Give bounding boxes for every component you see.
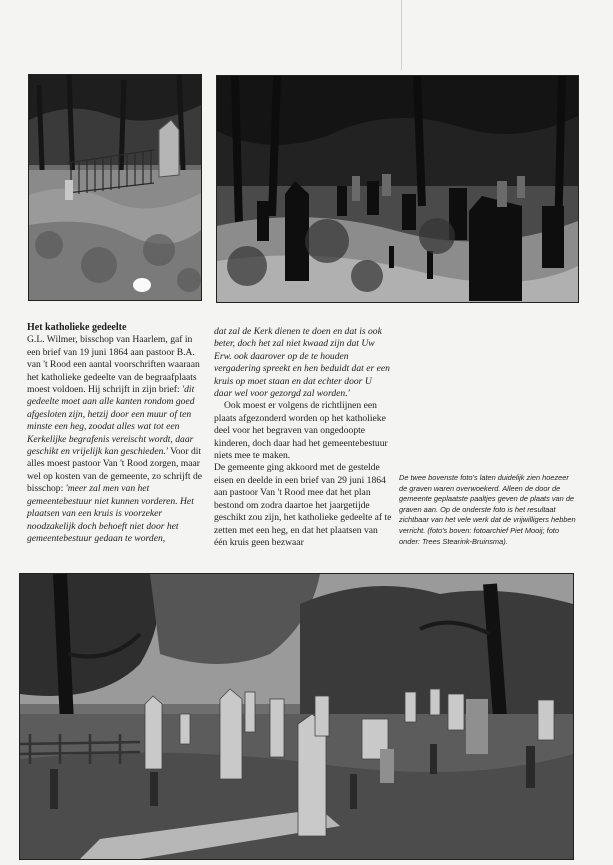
photo-caption: De twee bovenste foto's laten duidelijk zien hoezeer de graven waren overwoekerd. Alleen de door de gemeente geplaatste paaltjes geven de plaats van de graven aan. Op de onderste foto is het resultaat zichtbaar van het vele werk dat de vrijwilligers hebben verricht. (foto's boven: fotoarchief Piet Mooij; foto onder: Trees Stearink-Bruinsma). bbox=[399, 473, 576, 546]
article-column-left bbox=[27, 322, 207, 545]
bishop-quote: 'dit gedeelte moet aan alle kanten rondom goed afgesloten zijn, hetzij door een muur of ten minste een heg, zoodat alles wat tot een Kerkelijke begrafenis vereischt wordt, daar geschikt en vrijelijk kan geschieden.' bbox=[27, 384, 195, 458]
article-paragraph-1-continued bbox=[214, 326, 392, 400]
scan-smudge bbox=[133, 278, 151, 292]
article-paragraph-2: Ook moest er volgens de richtlijnen een plaats afgezonderd worden op het katholieke deel voor het begraven van ongedoopte kinderen, doch daar had het gemeentebestuur niets mee te maken. bbox=[214, 400, 388, 462]
scan-edge bbox=[401, 0, 402, 70]
photo-top-right bbox=[216, 75, 579, 303]
article-heading: Het katholieke gedeelte bbox=[27, 322, 127, 333]
article-column-middle bbox=[214, 326, 392, 549]
article-text: G.L. Wilmer, bisschop van Haarlem, gaf in een brief van 19 juni 1864 aan pastoor B.A. van 't Rood een aantal voorschriften waaraan het katholieke gedeelte van de begraafplaats moest voldoen. Hij schrijft in zijn brief: bbox=[27, 334, 200, 396]
photo-top-left bbox=[28, 74, 202, 301]
photo-bottom bbox=[19, 573, 574, 860]
photo-overgrown-fence-image bbox=[29, 75, 201, 300]
article-paragraph-3: De gemeente ging akkoord met de gestelde eisen en deelde in een brief van 29 juni 1864 aan pastoor Van 't Rood mee dat het plan bestond om zodra daartoe het jaargetijde geschikt zou zijn, het katholieke gedeelte af te zetten met een heg, en dat het plaatsen van één kruis geen bezwaar bbox=[214, 462, 392, 548]
bishop-quote-continued: dat zal de Kerk dienen te doen en dat is ook beter, doch het zal niet kwaad zijn dat Uw Erw. ook daarover op de te houden vergadering spreekt en hen beduidt dat er een kruis op moet staan en dat echter door U daar wel voor gezorgd zal worden.' bbox=[214, 326, 390, 400]
article-text: Voor dit alles moest pastoor Van 't Rood zorgen, maar wel op kosten van de gemeente, zo schrijft de bisschop: bbox=[27, 446, 203, 495]
photo-overgrown-headstones-image bbox=[217, 76, 578, 302]
photo-restored-cemetery-image bbox=[20, 574, 573, 859]
article-paragraph-1 bbox=[27, 334, 207, 545]
bishop-quote: 'meer zal men van het gemeentebestuur niet kunnen vorderen. Het plaatsen van een kruis is voorzeker noodzakelijk doch behoeft niet door het gemeentebestuur gedaan te worden, bbox=[27, 483, 194, 544]
